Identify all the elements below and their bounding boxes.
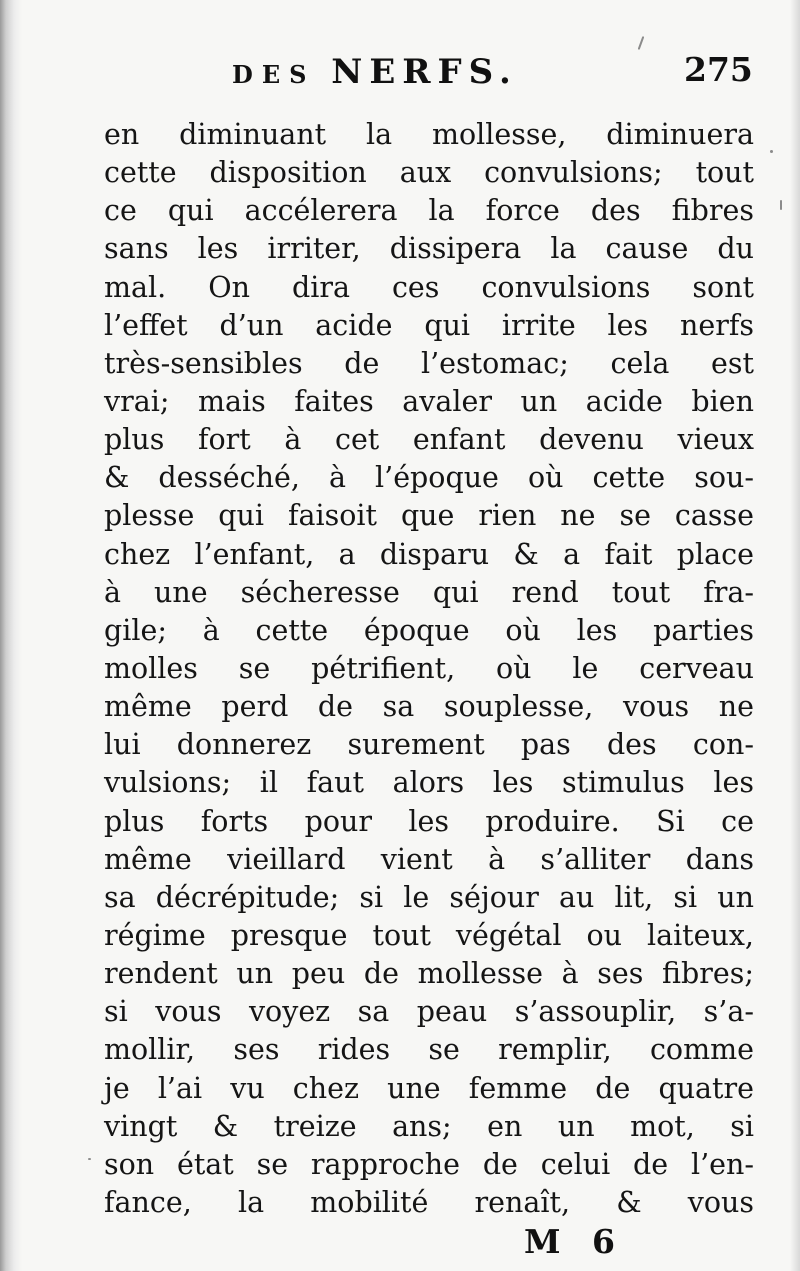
text-line: plesse qui faisoit que rien ne se casse xyxy=(104,499,754,533)
text-line: & desséché, à l’époque où cette sou- xyxy=(104,461,754,495)
text-line: lui donnerez surement pas des con- xyxy=(104,728,754,762)
text-line: sans les irriter, dissipera la cause du xyxy=(104,232,754,266)
running-head-title: NERFS. xyxy=(331,52,518,92)
page-number: 275 xyxy=(684,50,753,89)
text-line: même perd de sa souplesse, vous ne xyxy=(104,690,754,724)
text-line: à une sécheresse qui rend tout fra- xyxy=(104,575,754,609)
text-line: vingt & treize ans; en un mot, si xyxy=(104,1109,754,1143)
text-line: mollir, ses rides se remplir, comme xyxy=(104,1033,754,1067)
text-line: très-sensibles de l’estomac; cela est xyxy=(104,346,754,380)
ink-speck xyxy=(638,36,645,50)
text-line: molles se pétrifient, où le cerveau xyxy=(104,651,754,685)
text-line: plus forts pour les produire. Si ce xyxy=(104,804,754,838)
signature-mark: M 6 xyxy=(524,1222,625,1261)
text-line: vrai; mais faites avaler un acide bien xyxy=(104,384,754,418)
text-line: fance, la mobilité renaît, & vous xyxy=(104,1185,754,1219)
text-line: régime presque tout végétal ou laiteux, xyxy=(104,918,754,952)
text-line: si vous voyez sa peau s’assouplir, s’a- xyxy=(104,995,754,1029)
ink-speck xyxy=(770,150,773,153)
running-head xyxy=(232,52,518,92)
text-line: ce qui accélerera la force des fibres xyxy=(104,194,754,228)
text-line: même vieillard vient à s’alliter dans xyxy=(104,842,754,876)
text-line: chez l’enfant, a disparu & a fait place xyxy=(104,537,754,571)
text-line: vulsions; il faut alors les stimulus les xyxy=(104,766,754,800)
text-line: rendent un peu de mollesse à ses fibres; xyxy=(104,957,754,991)
text-line: plus fort à cet enfant devenu vieux xyxy=(104,423,754,457)
text-line: sa décrépitude; si le séjour au lit, si un xyxy=(104,880,754,914)
ink-speck xyxy=(780,200,782,210)
text-line: l’effet d’un acide qui irrite les nerfs xyxy=(104,308,754,342)
text-line: en diminuant la mollesse, diminuera xyxy=(104,118,754,151)
body-text xyxy=(104,116,754,1222)
ink-speck xyxy=(88,1158,91,1160)
text-line: son état se rapproche de celui de l’en- xyxy=(104,1147,754,1181)
text-line: gile; à cette époque où les parties xyxy=(104,613,754,647)
running-head-prefix: DES xyxy=(232,60,316,89)
text-line: mal. On dira ces convulsions sont xyxy=(104,270,754,304)
text-line: cette disposition aux convulsions; tout xyxy=(104,156,754,190)
text-line: je l’ai vu chez une femme de quatre xyxy=(104,1071,754,1105)
